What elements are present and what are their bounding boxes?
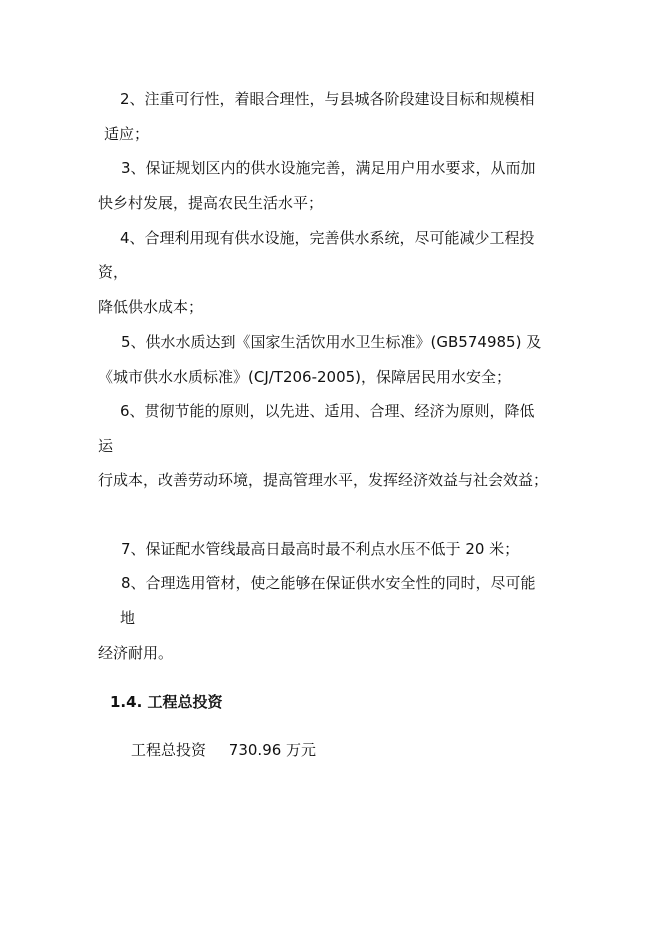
- item-4-line-2: 资，: [98, 263, 129, 281]
- item-2-line-1: 2、注重可行性，着眼合理性，与县城各阶段建设目标和规模相: [120, 90, 535, 108]
- investment-label: 工程总投资: [131, 741, 207, 759]
- item-3-line-1: 3、保证规划区内的供水设施完善，满足用户用水要求，从而加: [121, 159, 536, 177]
- item-8-line-1: 8、合理选用管材，使之能够在保证供水安全性的同时，尽可能: [121, 574, 536, 592]
- item-6-line-2: 运: [98, 437, 114, 455]
- investment-value: 730.96 万元: [228, 741, 317, 759]
- section-heading: 1.4. 工程总投资: [110, 693, 223, 711]
- item-3-line-2: 快乡村发展，提高农民生活水平；: [98, 194, 324, 212]
- item-8-line-3: 经济耐用。: [98, 644, 174, 662]
- item-2-line-2: 适应；: [104, 125, 150, 143]
- item-4-line-1: 4、合理利用现有供水设施，完善供水系统，尽可能减少工程投: [120, 229, 535, 247]
- investment-row: [131, 740, 316, 760]
- item-5-line-2: 《城市供水水质标准》(CJ/T206-2005)，保障居民用水安全；: [98, 368, 512, 386]
- item-6-line-3: 行成本，改善劳动环境，提高管理水平，发挥经济效益与社会效益；: [98, 471, 549, 489]
- item-6-line-1: 6、贯彻节能的原则，以先进、适用、合理、经济为原则，降低: [120, 402, 535, 420]
- item-5-line-1: 5、供水水质达到《国家生活饮用水卫生标准》(GB574985) 及: [121, 333, 542, 351]
- item-8-line-2: 地: [120, 609, 136, 627]
- item-4-line-3: 降低供水成本；: [98, 298, 204, 316]
- item-7-line-1: 7、保证配水管线最高日最高时最不利点水压不低于 20 米；: [121, 540, 520, 558]
